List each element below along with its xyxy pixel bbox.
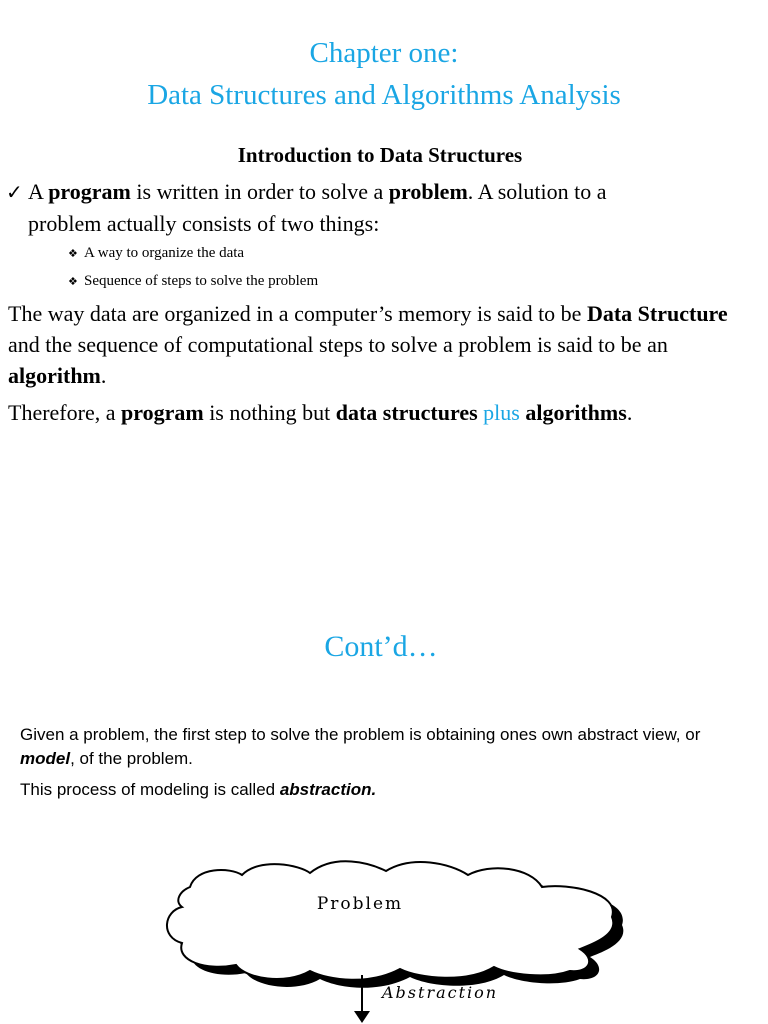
checkmark-icon: ✓ — [6, 180, 23, 204]
bullet-text: is written in order to solve a — [130, 179, 389, 204]
paragraph-definition — [8, 298, 756, 391]
paragraph-model — [20, 723, 750, 771]
arrow-label: Abstraction — [382, 983, 499, 1002]
bold-term-program: program — [120, 400, 204, 425]
diamond-bullet-icon: ❖ — [68, 275, 78, 288]
abstraction-diagram — [150, 845, 630, 1024]
paragraph-text: . — [626, 400, 633, 425]
bold-term-algorithm: algorithm — [8, 363, 101, 388]
slide-title-line-2: Data Structures and Algorithms Analysis — [147, 79, 621, 111]
bold-term-program: program — [48, 179, 131, 204]
cloud-shape — [167, 861, 613, 979]
bullet-continuation: problem actually consists of two things: — [28, 211, 380, 236]
diagram-canvas — [150, 845, 630, 1024]
slide-2 — [0, 470, 768, 1024]
slide-1 — [0, 0, 768, 470]
paragraph-text: , of the problem. — [70, 749, 193, 768]
sub-bullet — [68, 243, 244, 264]
paragraph-text: Given a problem, the first step to solve the problem is obtaining ones own abstract view, or — [20, 725, 701, 744]
paragraph-text: is nothing but — [203, 400, 336, 425]
slide-title: Cont’d… — [324, 630, 438, 663]
highlight-plus: plus — [477, 400, 526, 425]
bold-term-problem: problem — [388, 179, 468, 204]
diamond-bullet-icon: ❖ — [68, 247, 78, 260]
sub-bullet — [68, 271, 318, 292]
slide-title-line-1: Chapter one: — [309, 37, 459, 69]
bullet-text: A — [28, 179, 49, 204]
bold-italic-term-abstraction: abstraction. — [279, 780, 377, 799]
sub-bullet-text: A way to organize the data — [84, 245, 245, 261]
cloud-label: Problem — [316, 894, 404, 914]
paragraph-conclusion — [8, 397, 756, 428]
bold-italic-term-model: model — [20, 749, 71, 768]
paragraph-text: This process of modeling is called — [20, 780, 280, 799]
bold-term-data-structures: data structures — [335, 400, 478, 425]
bold-term-data-structure: Data Structure — [586, 301, 728, 326]
paragraph-text: and the sequence of computational steps to solve a problem is said to be an — [8, 332, 668, 357]
bullet-text: . A solution to a — [467, 179, 607, 204]
paragraph-text: Therefore, a — [8, 400, 121, 425]
paragraph-text: The way data are organized in a computer’s memory is said to be — [8, 301, 587, 326]
section-heading: Introduction to Data Structures — [237, 143, 523, 167]
sub-bullet-text: Sequence of steps to solve the problem — [84, 273, 319, 289]
check-bullet — [6, 176, 746, 208]
paragraph-abstraction — [20, 778, 750, 802]
arrow-down-icon — [354, 1011, 370, 1023]
bold-term-algorithms: algorithms — [525, 400, 627, 425]
paragraph-text: . — [100, 363, 107, 388]
